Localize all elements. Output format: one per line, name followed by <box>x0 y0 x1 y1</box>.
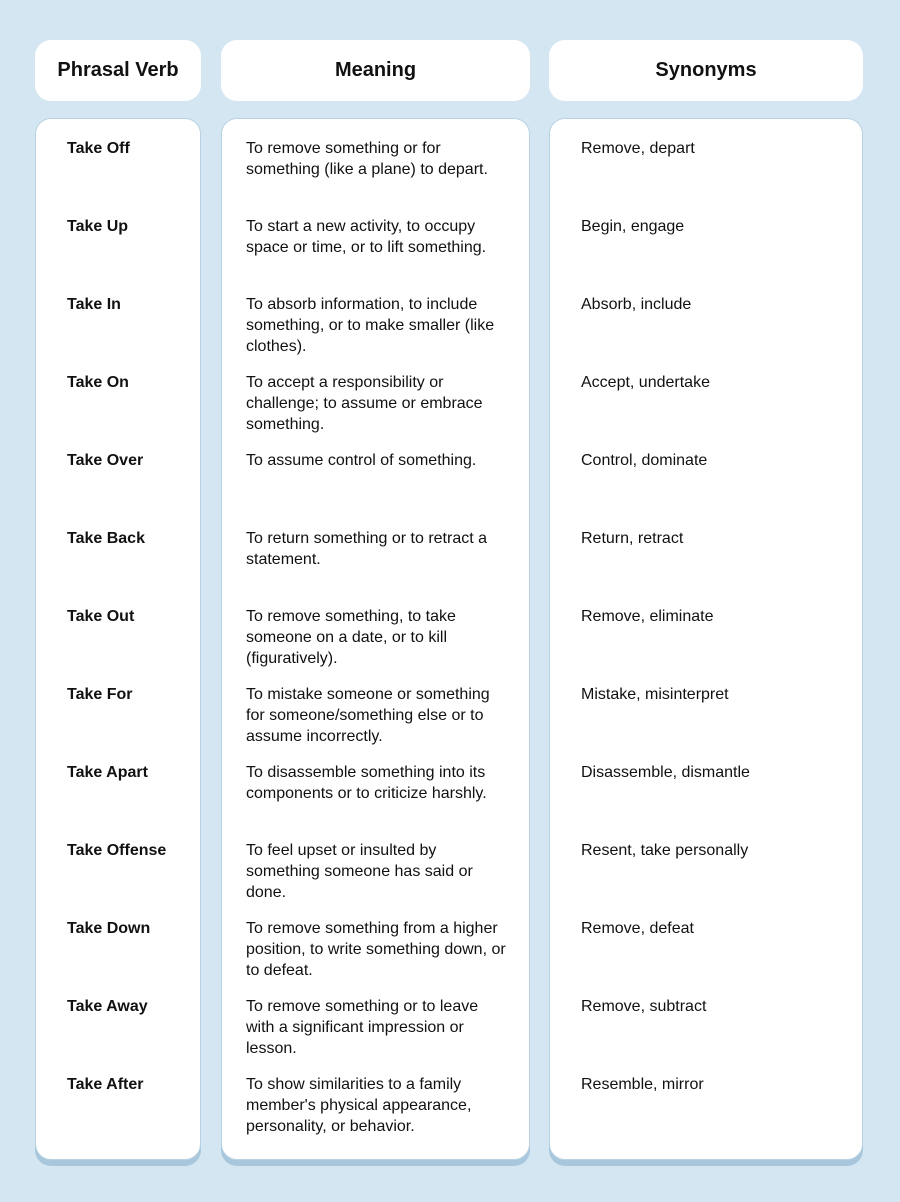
meaning-cell: To assume control of something. <box>246 452 477 469</box>
meaning-cell: To accept a responsibility or challenge; to assume or embrace something. <box>246 374 483 433</box>
verb-cell: Take After <box>67 1076 144 1093</box>
verb-cell: Take On <box>67 374 129 391</box>
synonym-cell: Return, retract <box>581 530 684 547</box>
header-label: Meaning <box>334 59 417 81</box>
meaning-cell: To start a new activity, to occupy space or time, or to lift something. <box>246 218 487 256</box>
verb-cell: Take Back <box>67 530 145 547</box>
meaning-cell: To remove something or for something (like a plane) to depart. <box>246 140 488 178</box>
synonym-cell: Absorb, include <box>581 296 692 313</box>
verb-cell: Take For <box>67 686 133 703</box>
synonym-cell: Remove, defeat <box>581 920 694 937</box>
meaning-cell: To remove something, to take someone on a date, or to kill (figuratively). <box>246 608 456 667</box>
verb-cell: Take Off <box>67 140 130 157</box>
meaning-column <box>221 118 530 1160</box>
verb-cell: Take Away <box>67 998 148 1015</box>
meaning-cell: To disassemble something into its components or to criticize harshly. <box>246 764 487 802</box>
verb-cell: Take Down <box>67 920 151 937</box>
verb-column <box>35 118 201 1160</box>
meaning-cell: To mistake someone or something for someone/something else or to assume incorrectly. <box>246 686 490 745</box>
verb-cell: Take In <box>67 296 121 313</box>
verb-cell: Take Out <box>67 608 135 625</box>
synonym-cell: Remove, eliminate <box>581 608 714 625</box>
synonym-cell: Resemble, mirror <box>581 1076 704 1093</box>
synonym-cell: Disassemble, dismantle <box>581 764 750 781</box>
synonym-cell: Accept, undertake <box>581 374 710 391</box>
header-synonyms <box>549 40 863 101</box>
meaning-cell: To feel upset or insulted by something someone has said or done. <box>246 842 473 901</box>
meaning-cell: To absorb information, to include something, or to make smaller (like clothes). <box>246 296 495 355</box>
verb-cell: Take Apart <box>67 764 148 781</box>
verb-cell: Take Offense <box>67 842 167 859</box>
header-label: Phrasal Verb <box>57 59 179 81</box>
synonyms-column <box>549 118 863 1160</box>
verb-cell: Take Up <box>67 218 129 235</box>
meaning-cell: To show similarities to a family member's physical appearance, personality, or behavior. <box>246 1076 472 1135</box>
meaning-cell: To remove something from a higher position, to write something down, or to defeat. <box>246 920 506 979</box>
synonym-cell: Remove, subtract <box>581 998 707 1015</box>
header-label: Synonyms <box>655 59 757 81</box>
header-phrasal-verb <box>35 40 201 101</box>
synonym-cell: Resent, take personally <box>581 842 749 859</box>
meaning-cell: To remove something or to leave with a significant impression or lesson. <box>246 998 479 1057</box>
meaning-cell: To return something or to retract a statement. <box>246 530 487 568</box>
verb-cell: Take Over <box>67 452 144 469</box>
synonym-cell: Mistake, misinterpret <box>581 686 729 703</box>
synonym-cell: Control, dominate <box>581 452 708 469</box>
synonym-cell: Begin, engage <box>581 218 685 235</box>
synonym-cell: Remove, depart <box>581 140 695 157</box>
header-meaning <box>221 40 530 101</box>
